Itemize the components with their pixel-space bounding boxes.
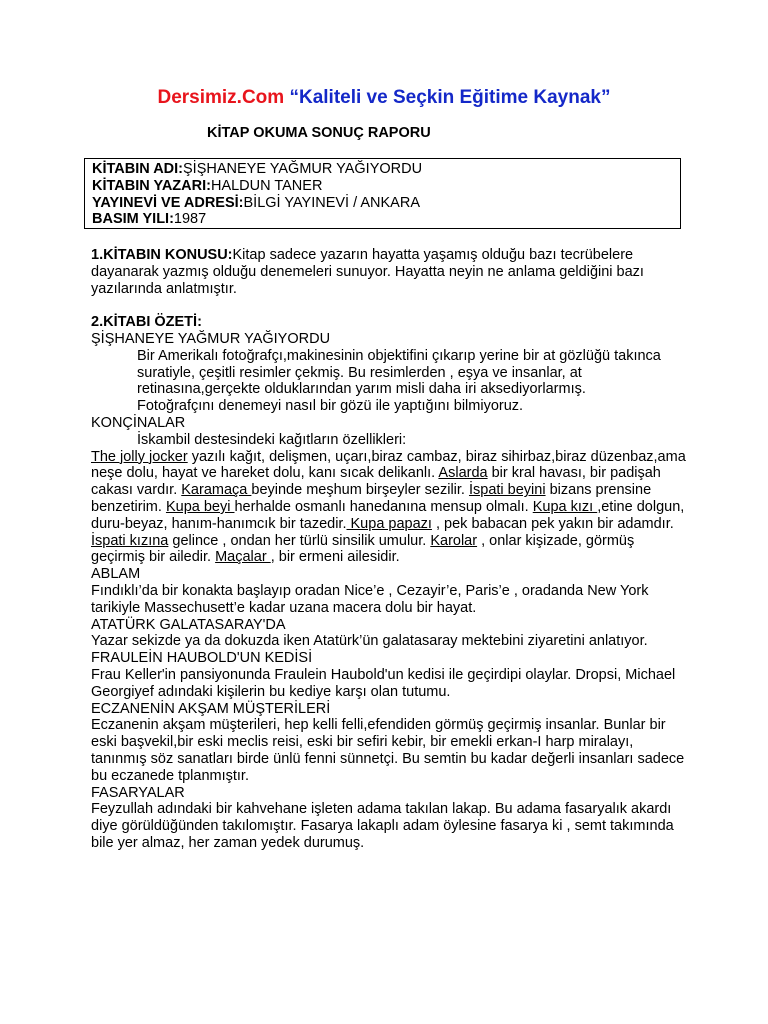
publisher-row: [92, 195, 673, 212]
publisher-label: YAYINEVİ VE ADRESİ:: [92, 194, 244, 211]
card-name: Kupa beyi: [165, 498, 235, 515]
report-title: KİTAP OKUMA SONUÇ RAPORU: [207, 125, 431, 141]
slogan: “Kaliteli ve Seçkin Eğitime Kaynak”: [289, 87, 611, 108]
card-text: yazılı kağıt, delişmen, uçarı,biraz cambaz, biraz sihirbaz,biraz düzenbaz,ama neşe dolu, hayat ve hareket dolu, kanı sıcak delikanlı.: [91, 448, 686, 482]
card-name: İspati beyini: [468, 482, 546, 499]
card-text: beyinde meşhum birşeyler sezilir.: [251, 482, 469, 499]
year-label: BASIM YILI:: [92, 211, 174, 228]
section-paragraph: Fotoğrafçını denemeyi nasıl bir gözü ile yaptığını bilmiyoruz.: [137, 398, 524, 415]
card-name: İspati kızına: [91, 532, 169, 549]
section-paragraph: Eczanenin akşam müşterileri, hep kelli felli,efendiden görmüş geçirmiş insanlar. Bunlar bir eski başvekil,bir eski meclis reisi, eski bir sefiri kebir, bir emekli erkan-I harp miralayı, tanınmış söz sanatları birde ünlü fenni sünnetçi. Bu semtin bu kadar değerli insanları sadece bu eczanede tplanmıştır.: [91, 717, 685, 784]
ozet-label-text: 2.KİTABI ÖZETİ:: [91, 314, 202, 331]
section-paragraph: Bir Amerikalı fotoğrafçı,makinesinin objektifini çıkarıp yerine bir at gözlüğü takınca suratiyle, çeşitli resimler çekmiş. Bu resimlerden , eşya ve insanlar, at retinasına,gerçekte olduklarından yarım misli daha iri aksediyorlarmış.: [137, 347, 661, 398]
book-author-value: HALDUN TANER: [210, 177, 323, 194]
card-text: , onlar kişizade, görmüş geçirmiş bir ailedir.: [91, 532, 635, 566]
card-text: gelince , ondan her türlü sinsilik umulur.: [168, 532, 431, 549]
konu-label: 1.KİTABIN KONUSU:: [91, 247, 233, 263]
konu-text: Kitap sadece yazarın hayatta yaşamış olduğu bazı tecrübelere dayanarak yazmış olduğu denemeleri sunuyor. Hayatta neyin ne anlama geldiğini bazı yazılarında anlatmıştır.: [91, 247, 644, 297]
card-name: The jolly jocker: [91, 448, 188, 465]
konu-paragraph: [91, 247, 691, 297]
card-text: bizans prensine benzetirim.: [91, 482, 652, 515]
book-name-value: ŞİŞHANEYE YAĞMUR YAĞIYORDU: [183, 161, 423, 177]
section-title: KONÇİNALAR: [91, 414, 186, 431]
card-name: Karolar: [430, 532, 478, 549]
section-paragraph: Frau Keller'in pansiyonunda Fraulein Haubold'un kedisi ile geçirdipi olaylar. Dropsi, Michael Georgiyef adındaki kişilerin bu kediye karşı olan tutumu.: [91, 666, 676, 700]
card-name: Karamaça: [181, 482, 252, 499]
book-info-box: [84, 158, 681, 229]
ozet-label: [91, 314, 691, 331]
card-text: herhalde osmanlı hanedanına mensup olmalı.: [234, 498, 533, 515]
section-title: FASARYALAR: [91, 784, 185, 801]
publisher-value: BİLGİ YAYINEVİ / ANKARA: [243, 194, 420, 211]
section-paragraph: Fındıklı’da bir konakta başlayıp oradan Nice’e , Cezayir’e, Paris’e , oradanda New York tarikiyle Massechusett’e kadar uzana macera dolu bir hayat.: [91, 582, 649, 616]
brand-name: Dersimiz.Com: [157, 87, 285, 108]
book-author-row: [92, 178, 673, 195]
section-paragraph: Yazar sekizde ya da dokuzda iken Atatürk’ün galatasaray mektebini ziyaretini anlatıyor.: [91, 633, 648, 650]
card-text: , pek babacan pek yakın bir adamdır.: [431, 515, 674, 532]
card-text: bir kral havası, bir padişah cakası vardır.: [91, 465, 661, 499]
card-name: Kupa kızı: [532, 498, 598, 515]
section-title: ECZANENİN AKŞAM MÜŞTERİLERİ: [91, 700, 331, 717]
card-name: Maçalar: [215, 549, 271, 566]
section-paragraph: Feyzullah adındaki bir kahvehane işleten adama takılan lakap. Bu adama fasaryalık akardı diye görüldüğünden takılomıştır. Fasarya lakaplı adam öylesine fasarya ki , semt takımında bile yer almaz, her zaman yedek durumuş.: [91, 801, 674, 851]
card-name: Aslarda: [438, 465, 488, 482]
section-title: FRAULEİN HAUBOLD'UN KEDİSİ: [91, 650, 313, 667]
section-title: ŞİŞHANEYE YAĞMUR YAĞIYORDU: [91, 330, 331, 347]
year-value: 1987: [173, 211, 207, 228]
book-name-row: [92, 161, 673, 178]
book-author-label: KİTABIN YAZARI:: [92, 177, 211, 194]
site-header: [0, 86, 768, 110]
section-title: ABLAM: [91, 566, 141, 583]
card-text: , bir ermeni ailesidir.: [270, 549, 400, 566]
section-paragraph: İskambil destesindeki kağıtların özellikleri:: [137, 431, 407, 448]
cards-paragraph: [91, 449, 691, 567]
card-text: ,etine dolgun, duru-beyaz, hanım-hanımcık bir tazedir.: [91, 498, 685, 532]
year-row: [92, 211, 673, 228]
book-name-label: KİTABIN ADI:: [92, 161, 184, 177]
section-title: ATATÜRK GALATASARAY'DA: [91, 616, 286, 633]
card-name: Kupa papazı: [346, 515, 432, 532]
report-body: [91, 247, 691, 852]
